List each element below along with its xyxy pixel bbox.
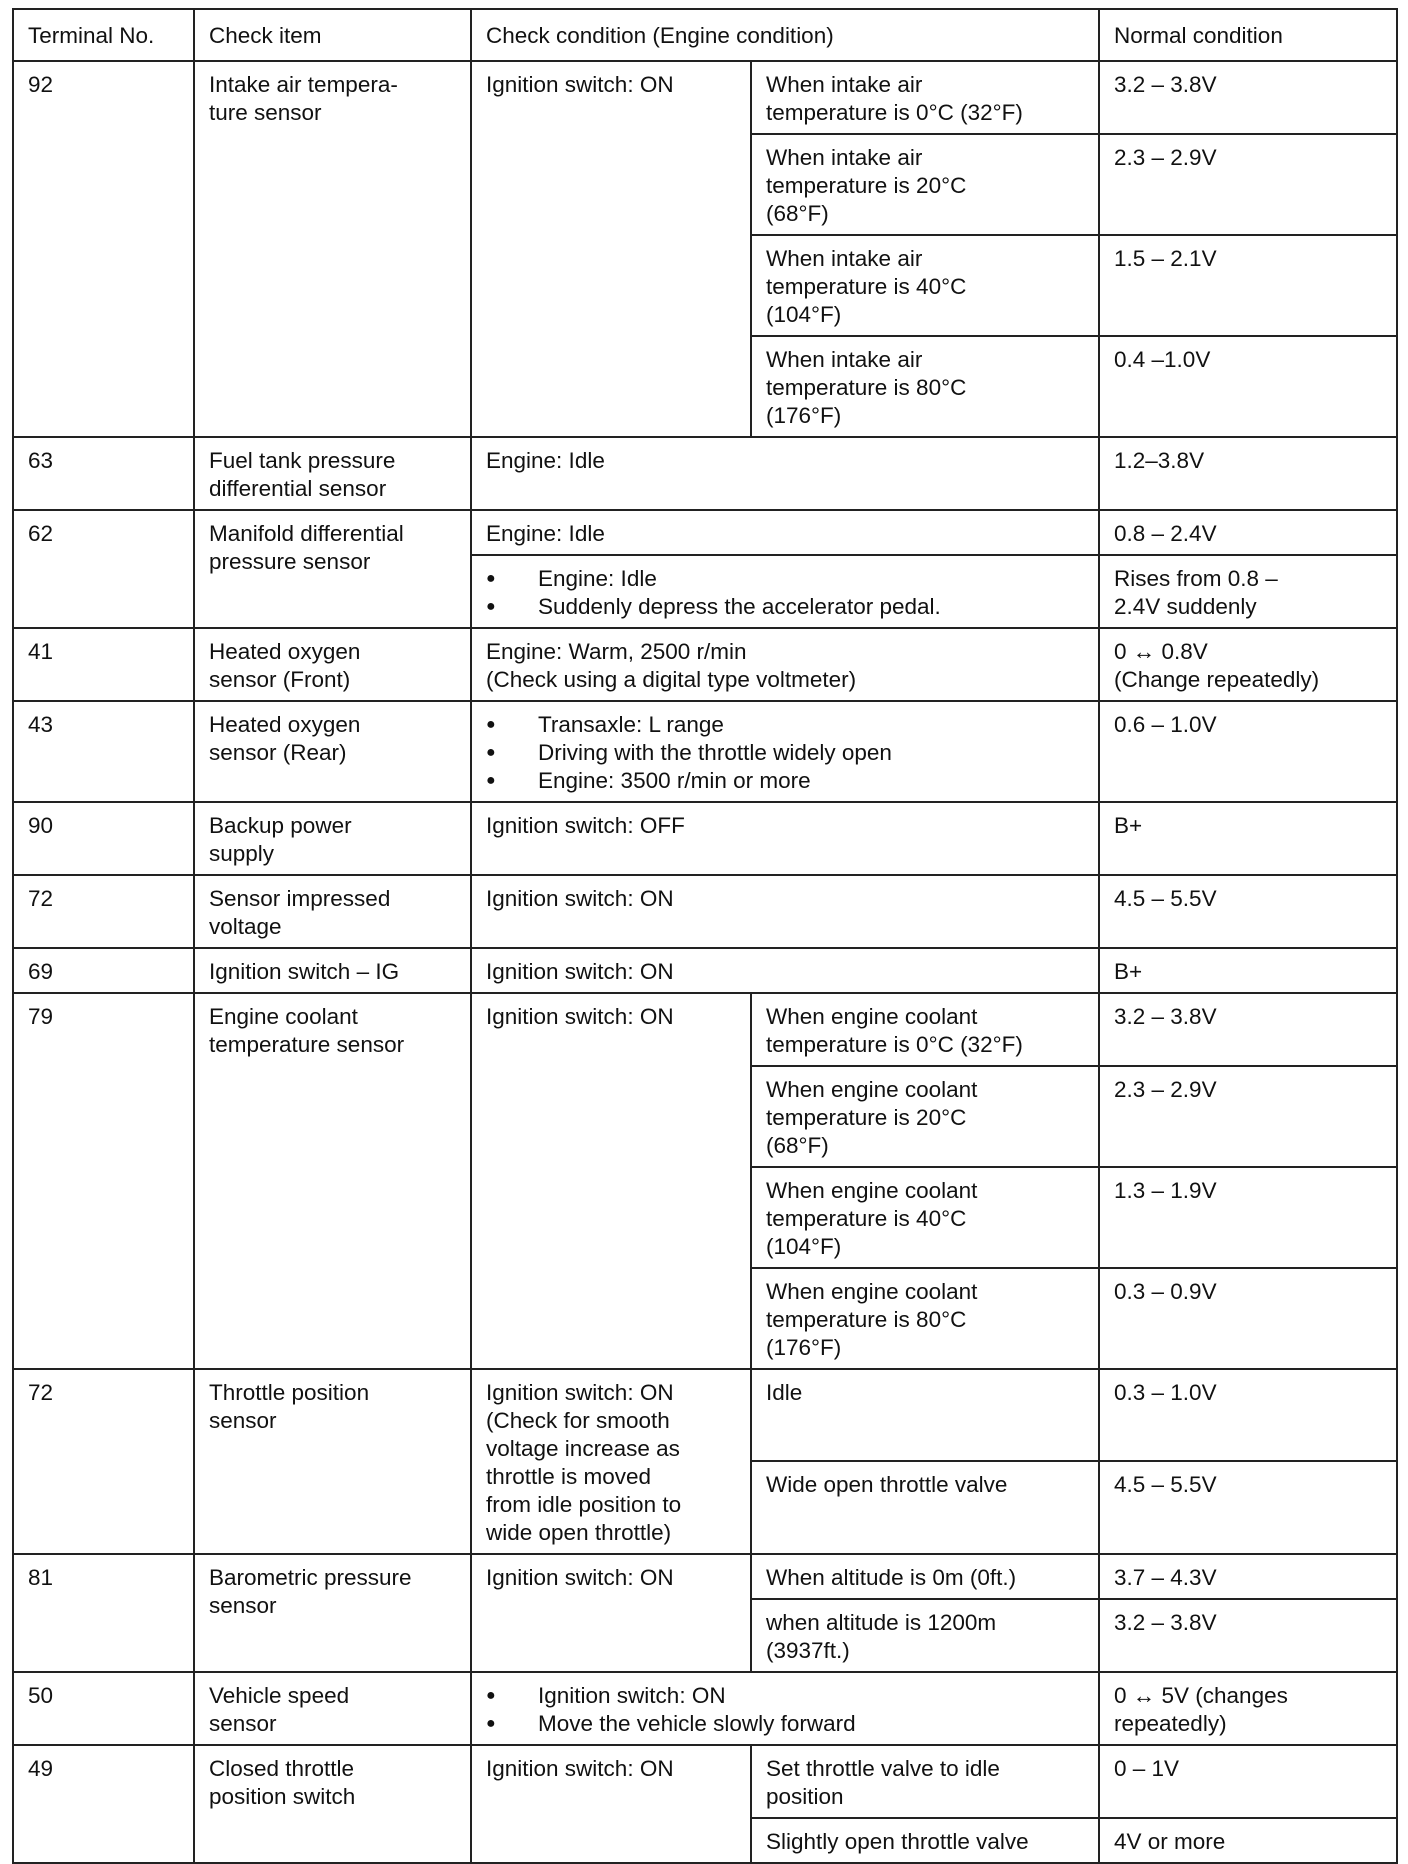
header-check-item: Check item <box>194 9 471 61</box>
terminal-cell: 63 <box>13 437 194 510</box>
table-row <box>13 61 1397 134</box>
check-item-cell: Sensor impressed voltage <box>194 875 471 948</box>
sub-condition-cell: When intake air temperature is 80°C (176°F) <box>751 336 1099 437</box>
terminal-check-table <box>12 8 1398 1864</box>
terminal-cell: 72 <box>13 1369 194 1554</box>
header-terminal: Terminal No. <box>13 9 194 61</box>
condition-cell: Ignition switch: ON <box>471 1554 751 1672</box>
condition-cell <box>471 1672 1099 1745</box>
list-item: ● Transaxle: L range <box>486 711 1088 739</box>
condition-cell: Ignition switch: OFF <box>471 802 1099 875</box>
sub-condition-cell: When intake air temperature is 0°C (32°F) <box>751 61 1099 134</box>
condition-cell: Ignition switch: ON <box>471 993 751 1369</box>
sub-condition-cell: When intake air temperature is 40°C (104°F) <box>751 235 1099 336</box>
terminal-cell: 72 <box>13 875 194 948</box>
header-normal-condition: Normal condition <box>1099 9 1397 61</box>
normal-cell: 3.2 – 3.8V <box>1099 61 1397 134</box>
normal-cell: 3.2 – 3.8V <box>1099 993 1397 1066</box>
normal-cell: 2.3 – 2.9V <box>1099 1066 1397 1167</box>
terminal-cell: 49 <box>13 1745 194 1863</box>
table-row <box>13 628 1397 701</box>
table-row <box>13 1369 1397 1461</box>
terminal-cell: 43 <box>13 701 194 802</box>
terminal-cell: 92 <box>13 61 194 437</box>
table-row <box>13 1672 1397 1745</box>
header-check-condition: Check condition (Engine condition) <box>471 9 1099 61</box>
normal-cell: 0 – 1V <box>1099 1745 1397 1818</box>
check-item-cell: Backup power supply <box>194 802 471 875</box>
check-item-cell: Heated oxygen sensor (Front) <box>194 628 471 701</box>
check-item-cell: Closed throttle position switch <box>194 1745 471 1863</box>
sub-condition-cell: Idle <box>751 1369 1099 1461</box>
check-item-cell: Manifold differential pressure sensor <box>194 510 471 628</box>
normal-cell: 1.3 – 1.9V <box>1099 1167 1397 1268</box>
normal-cell: 0 ↔ 0.8V (Change repeatedly) <box>1099 628 1397 701</box>
check-item-cell: Intake air tempera- ture sensor <box>194 61 471 437</box>
sub-condition-cell: When engine coolant temperature is 20°C (68°F) <box>751 1066 1099 1167</box>
terminal-cell: 69 <box>13 948 194 993</box>
sub-condition-cell: Set throttle valve to idle position <box>751 1745 1099 1818</box>
sub-condition-cell: When altitude is 0m (0ft.) <box>751 1554 1099 1599</box>
condition-bullet-list <box>486 565 1088 621</box>
normal-cell: 0.3 – 0.9V <box>1099 1268 1397 1369</box>
terminal-cell: 81 <box>13 1554 194 1672</box>
list-item: ● Engine: 3500 r/min or more <box>486 767 1088 795</box>
sub-condition-cell: When engine coolant temperature is 80°C (176°F) <box>751 1268 1099 1369</box>
condition-cell: Ignition switch: ON <box>471 61 751 437</box>
normal-cell: B+ <box>1099 802 1397 875</box>
list-item: ● Suddenly depress the accelerator pedal. <box>486 593 1088 621</box>
check-item-cell: Vehicle speed sensor <box>194 1672 471 1745</box>
check-item-cell: Fuel tank pressure differential sensor <box>194 437 471 510</box>
list-item: ● Engine: Idle <box>486 565 1088 593</box>
normal-cell: 1.2–3.8V <box>1099 437 1397 510</box>
table-row <box>13 875 1397 948</box>
condition-cell: Engine: Idle <box>471 510 1099 555</box>
list-item: ● Move the vehicle slowly forward <box>486 1710 1088 1738</box>
normal-cell: 3.2 – 3.8V <box>1099 1599 1397 1672</box>
sub-condition-cell: When engine coolant temperature is 0°C (32°F) <box>751 993 1099 1066</box>
condition-bullet-list <box>486 711 1088 795</box>
sub-condition-cell: when altitude is 1200m (3937ft.) <box>751 1599 1099 1672</box>
normal-cell: 3.7 – 4.3V <box>1099 1554 1397 1599</box>
normal-cell: 0.3 – 1.0V <box>1099 1369 1397 1461</box>
sub-condition-cell: When intake air temperature is 20°C (68°F) <box>751 134 1099 235</box>
condition-cell: Ignition switch: ON <box>471 948 1099 993</box>
sub-condition-cell: Wide open throttle valve <box>751 1461 1099 1554</box>
check-item-cell: Barometric pressure sensor <box>194 1554 471 1672</box>
inspection-table-sheet <box>12 8 1396 1864</box>
sub-condition-cell: Slightly open throttle valve <box>751 1818 1099 1863</box>
header-row <box>13 9 1397 61</box>
condition-cell: Ignition switch: ON <box>471 1745 751 1863</box>
normal-cell: Rises from 0.8 – 2.4V suddenly <box>1099 555 1397 628</box>
condition-cell <box>471 555 1099 628</box>
normal-cell: 0.4 –1.0V <box>1099 336 1397 437</box>
table-row <box>13 1554 1397 1599</box>
normal-cell: 0 ↔ 5V (changes repeatedly) <box>1099 1672 1397 1745</box>
condition-cell: Engine: Warm, 2500 r/min (Check using a digital type voltmeter) <box>471 628 1099 701</box>
check-item-cell: Heated oxygen sensor (Rear) <box>194 701 471 802</box>
condition-cell: Ignition switch: ON (Check for smooth voltage increase as throttle is moved from idle position to wide open throttle) <box>471 1369 751 1554</box>
check-item-cell: Ignition switch – IG <box>194 948 471 993</box>
table-row <box>13 993 1397 1066</box>
table-row <box>13 701 1397 802</box>
terminal-cell: 50 <box>13 1672 194 1745</box>
terminal-cell: 79 <box>13 993 194 1369</box>
normal-cell: 4.5 – 5.5V <box>1099 875 1397 948</box>
table-row <box>13 948 1397 993</box>
normal-cell: 4.5 – 5.5V <box>1099 1461 1397 1554</box>
normal-cell: B+ <box>1099 948 1397 993</box>
terminal-cell: 90 <box>13 802 194 875</box>
table-row <box>13 510 1397 555</box>
sub-condition-cell: When engine coolant temperature is 40°C (104°F) <box>751 1167 1099 1268</box>
condition-bullet-list <box>486 1682 1088 1738</box>
list-item: ● Driving with the throttle widely open <box>486 739 1088 767</box>
terminal-cell: 41 <box>13 628 194 701</box>
normal-cell: 0.6 – 1.0V <box>1099 701 1397 802</box>
check-item-cell: Engine coolant temperature sensor <box>194 993 471 1369</box>
normal-cell: 1.5 – 2.1V <box>1099 235 1397 336</box>
table-row <box>13 437 1397 510</box>
condition-cell: Engine: Idle <box>471 437 1099 510</box>
normal-cell: 2.3 – 2.9V <box>1099 134 1397 235</box>
table-row <box>13 802 1397 875</box>
check-item-cell: Throttle position sensor <box>194 1369 471 1554</box>
table-row <box>13 1745 1397 1818</box>
terminal-cell: 62 <box>13 510 194 628</box>
list-item: ● Ignition switch: ON <box>486 1682 1088 1710</box>
normal-cell: 0.8 – 2.4V <box>1099 510 1397 555</box>
normal-cell: 4V or more <box>1099 1818 1397 1863</box>
condition-cell <box>471 701 1099 802</box>
condition-cell: Ignition switch: ON <box>471 875 1099 948</box>
